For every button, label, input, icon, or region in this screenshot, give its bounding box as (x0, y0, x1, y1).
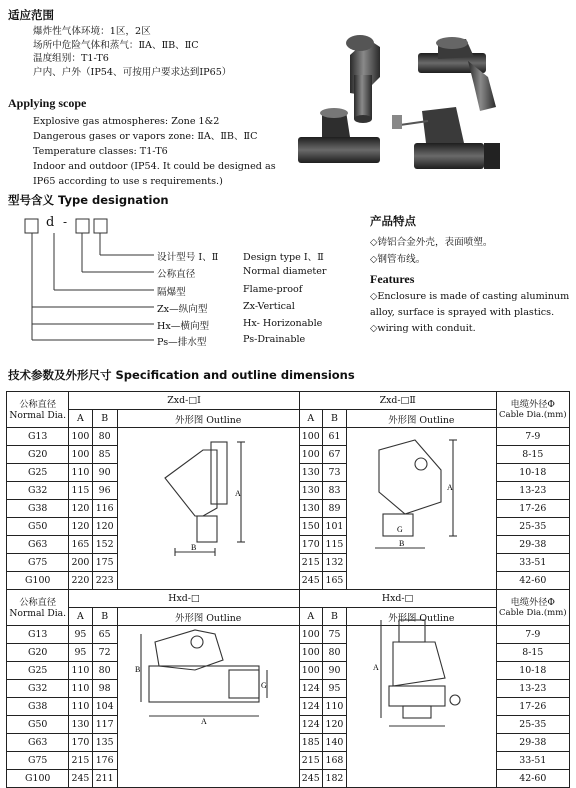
col-a-header: A (69, 410, 92, 428)
b-value-cell: 116 (92, 500, 117, 518)
a-value-cell: 120 (69, 518, 92, 536)
b-value-cell: 90 (92, 464, 117, 482)
outline-drawing-hxd1 (125, 620, 285, 730)
a-value-cell: 130 (299, 482, 322, 500)
normal-dia-cell: G25 (7, 662, 69, 680)
cable-dia-cn: 电缆外径Φ (510, 596, 555, 608)
table-row (7, 428, 570, 446)
b-value-cell: 104 (92, 698, 117, 716)
dim-b-label: B (399, 539, 405, 548)
normal-dia-cell: G13 (7, 428, 69, 446)
code-box-type (25, 219, 38, 233)
scope-line-cn: 户内、户外（IP54、可按用户要求达到IP65） (33, 66, 232, 78)
dim-a-label: A (447, 483, 453, 492)
a-value-cell: 95 (69, 644, 92, 662)
b-value-cell: 90 (322, 662, 346, 680)
b-value-cell: 80 (322, 644, 346, 662)
a-value-cell: 120 (69, 500, 92, 518)
dim-a-label: A (373, 663, 379, 672)
a-value-cell: 110 (69, 464, 92, 482)
normal-dia-cell: G20 (7, 644, 69, 662)
normal-dia-cell: G100 (7, 572, 69, 590)
scope-line-en: Explosive gas atmospheres: Zone 1&2 (33, 116, 220, 127)
b-value-cell: 115 (322, 536, 346, 554)
dim-b-label: B (135, 665, 141, 674)
feature-line-en: alloy, surface is sprayed with plastics. (370, 307, 555, 318)
product-photos (288, 15, 568, 185)
cable-dia-header (496, 590, 569, 626)
cable-dia-header (496, 392, 569, 428)
normal-dia-cell: G75 (7, 554, 69, 572)
feature-line-en: ◇wiring with conduit. (370, 323, 476, 334)
a-value-cell: 100 (69, 446, 92, 464)
b-value-cell: 80 (92, 662, 117, 680)
normal-dia-cell: G50 (7, 716, 69, 734)
scope-line-cn: 场所中危险气体和蒸气：ⅡA、ⅡB、ⅡC (33, 39, 199, 51)
feature-line-cn: ◇铸铝合金外壳，表面喷塑。 (370, 237, 493, 248)
b-value-cell: 182 (322, 770, 346, 788)
b-value-cell: 80 (92, 428, 117, 446)
b-value-cell: 165 (322, 572, 346, 590)
designation-en: Flame-proof (243, 284, 303, 295)
a-value-cell: 110 (69, 662, 92, 680)
a-value-cell: 165 (69, 536, 92, 554)
b-value-cell: 65 (92, 626, 117, 644)
b-value-cell: 85 (92, 446, 117, 464)
spec-title: 技术参数及外形尺寸 Specification and outline dimensions (8, 368, 355, 382)
product-photo-vertical (392, 107, 500, 169)
designation-en: Hx- Horizonable (243, 318, 323, 329)
outline-drawing-hxd2 (365, 608, 475, 738)
a-value-cell: 100 (69, 428, 92, 446)
cable-dia-cell: 10-18 (496, 662, 569, 680)
normal-dia-header (7, 392, 69, 428)
cable-dia-cell: 29-38 (496, 536, 569, 554)
b-value-cell: 120 (92, 518, 117, 536)
a-value-cell: 124 (299, 698, 322, 716)
a-value-cell: 130 (69, 716, 92, 734)
cable-dia-cell: 25-35 (496, 716, 569, 734)
col-b-header: B (92, 608, 117, 626)
normal-dia-cell: G63 (7, 536, 69, 554)
a-value-cell: 215 (69, 752, 92, 770)
cable-dia-cell: 13-23 (496, 482, 569, 500)
cable-dia-cn: 电缆外径Φ (510, 398, 555, 410)
designation-en: Ps-Drainable (243, 334, 306, 345)
designation-diagram (24, 212, 174, 352)
a-value-cell: 100 (299, 626, 322, 644)
cable-dia-cell: 17-26 (496, 500, 569, 518)
col-b-header: B (92, 410, 117, 428)
scope-lines-en (33, 114, 276, 189)
model-header: Zxd-□Ⅱ (299, 392, 496, 410)
type-designation-title: 型号含义 Type designation (8, 193, 169, 207)
designation-cn: 隔爆型 (157, 287, 186, 298)
a-value-cell: 110 (69, 680, 92, 698)
normal-dia-cell: G38 (7, 698, 69, 716)
dim-a-label: A (201, 717, 207, 726)
a-value-cell: 170 (299, 536, 322, 554)
b-value-cell: 95 (322, 680, 346, 698)
normal-dia-en: Normal Dia. (9, 607, 67, 619)
a-value-cell: 170 (69, 734, 92, 752)
normal-dia-cell: G25 (7, 464, 69, 482)
b-value-cell: 175 (92, 554, 117, 572)
a-value-cell: 200 (69, 554, 92, 572)
b-value-cell: 117 (92, 716, 117, 734)
code-box-diameter (76, 219, 89, 233)
scope-line-en: IP65 according to use s requirements.) (33, 176, 223, 187)
a-value-cell: 100 (299, 428, 322, 446)
normal-dia-cn: 公称直径 (19, 596, 57, 608)
dim-b-label: B (191, 543, 197, 552)
cable-dia-cell: 17-26 (496, 698, 569, 716)
features-title-cn: 产品特点 (370, 214, 416, 228)
a-value-cell: 115 (69, 482, 92, 500)
b-value-cell: 110 (322, 698, 346, 716)
normal-dia-cell: G20 (7, 446, 69, 464)
b-value-cell: 135 (92, 734, 117, 752)
normal-dia-cell: G32 (7, 482, 69, 500)
cable-dia-cell: 33-51 (496, 554, 569, 572)
outline-header: 外形图 Outline (117, 410, 299, 428)
col-a-header: A (299, 410, 322, 428)
features-title-en: Features (370, 272, 415, 286)
a-value-cell: 185 (299, 734, 322, 752)
scope-title-en: Applying scope (8, 96, 87, 110)
a-value-cell: 150 (299, 518, 322, 536)
normal-dia-header (7, 590, 69, 626)
col-b-header: B (322, 410, 346, 428)
designation-cn: 公称直径 (157, 269, 196, 280)
features-lines-cn (370, 234, 493, 268)
dim-g-label: G (261, 681, 267, 690)
spec-table-top (7, 392, 570, 590)
model-header: Zxd-□Ⅰ (69, 392, 299, 410)
designation-en: Design type Ⅰ、Ⅱ (243, 252, 324, 263)
a-value-cell: 100 (299, 662, 322, 680)
cable-dia-cell: 13-23 (496, 680, 569, 698)
a-value-cell: 245 (299, 770, 322, 788)
b-value-cell: 101 (322, 518, 346, 536)
model-header: Hxd-□ (299, 590, 496, 608)
b-value-cell: 73 (322, 464, 346, 482)
b-value-cell: 75 (322, 626, 346, 644)
scope-line-en: Dangerous gases or vapors zone: ⅡA、ⅡB、ⅡC (33, 131, 258, 142)
a-value-cell: 215 (299, 554, 322, 572)
outline-header: 外形图 Outline (347, 410, 497, 428)
a-value-cell: 245 (299, 572, 322, 590)
b-value-cell: 89 (322, 500, 346, 518)
normal-dia-cell: G63 (7, 734, 69, 752)
cable-dia-cell: 8-15 (496, 446, 569, 464)
designation-cn: Zx—纵向型 (157, 304, 208, 315)
b-value-cell: 168 (322, 752, 346, 770)
product-photo-hxd (418, 37, 496, 111)
spec-table (6, 391, 570, 788)
scope-lines-cn (33, 25, 231, 79)
cable-dia-cell: 10-18 (496, 464, 569, 482)
cable-dia-cell: 8-15 (496, 644, 569, 662)
scope-title-cn: 适应范围 (8, 8, 54, 22)
feature-line-cn: ◇钢管布线。 (370, 254, 426, 265)
code-dash: - (63, 215, 68, 229)
normal-dia-cell: G100 (7, 770, 69, 788)
table-row (7, 626, 570, 644)
b-value-cell: 120 (322, 716, 346, 734)
a-value-cell: 100 (299, 446, 322, 464)
scope-line-cn: 温度组别：T1-T6 (33, 53, 109, 64)
b-value-cell: 152 (92, 536, 117, 554)
b-value-cell: 132 (322, 554, 346, 572)
designation-en: Zx-Vertical (243, 301, 295, 312)
b-value-cell: 223 (92, 572, 117, 590)
col-b-header: B (322, 608, 346, 626)
col-a-header: A (299, 608, 322, 626)
a-value-cell: 130 (299, 500, 322, 518)
a-value-cell: 110 (69, 698, 92, 716)
model-header: Hxd-□ (69, 590, 299, 608)
scope-line-cn: 爆炸性气体环境：1区，2区 (33, 26, 151, 37)
code-letter-d: d (46, 215, 55, 230)
cable-dia-cell: 29-38 (496, 734, 569, 752)
features-lines-en (370, 289, 569, 337)
cable-dia-cell: 25-35 (496, 518, 569, 536)
scope-line-en: Temperature classes: T1-T6 (33, 146, 168, 157)
cable-dia-en: Cable Dia.(mm) (499, 409, 567, 420)
cable-dia-en: Cable Dia.(mm) (499, 607, 567, 618)
a-value-cell: 215 (299, 752, 322, 770)
b-value-cell: 96 (92, 482, 117, 500)
cable-dia-cell: 7-9 (496, 626, 569, 644)
code-box-design (94, 219, 107, 233)
b-value-cell: 211 (92, 770, 117, 788)
col-a-header: A (69, 608, 92, 626)
b-value-cell: 67 (322, 446, 346, 464)
cable-dia-cell: 7-9 (496, 428, 569, 446)
a-value-cell: 124 (299, 680, 322, 698)
designation-cn: Ps—排水型 (157, 337, 207, 348)
outline-drawing-zxd1 (155, 430, 250, 560)
outline-header: 外形图 Outline (347, 608, 497, 626)
a-value-cell: 245 (69, 770, 92, 788)
a-value-cell: 95 (69, 626, 92, 644)
a-value-cell: 100 (299, 644, 322, 662)
dim-a-label: A (235, 489, 241, 498)
feature-line-en: ◇Enclosure is made of casting aluminum (370, 291, 570, 302)
b-value-cell: 176 (92, 752, 117, 770)
normal-dia-cell: G13 (7, 626, 69, 644)
a-value-cell: 130 (299, 464, 322, 482)
spec-table-bottom (7, 590, 570, 788)
b-value-cell: 61 (322, 428, 346, 446)
dim-g-label: G (397, 525, 403, 534)
cable-dia-cell: 42-60 (496, 572, 569, 590)
normal-dia-cell: G38 (7, 500, 69, 518)
cable-dia-cell: 42-60 (496, 770, 569, 788)
normal-dia-en: Normal Dia. (9, 409, 67, 421)
scope-line-en: Indoor and outdoor (IP54. It could be designed as (33, 161, 276, 172)
outline-drawing-zxd2 (365, 430, 465, 560)
normal-dia-cn: 公称直径 (19, 398, 57, 410)
designation-en: Normal diameter (243, 266, 327, 277)
b-value-cell: 98 (92, 680, 117, 698)
designation-cn: Hx—横向型 (157, 321, 210, 332)
b-value-cell: 83 (322, 482, 346, 500)
product-photo-zxd (346, 35, 380, 123)
a-value-cell: 124 (299, 716, 322, 734)
b-value-cell: 72 (92, 644, 117, 662)
cable-dia-cell: 33-51 (496, 752, 569, 770)
normal-dia-cell: G75 (7, 752, 69, 770)
a-value-cell: 220 (69, 572, 92, 590)
b-value-cell: 140 (322, 734, 346, 752)
outline-header: 外形图 Outline (117, 608, 299, 626)
designation-cn: 设计型号 Ⅰ、Ⅱ (157, 252, 219, 263)
normal-dia-cell: G50 (7, 518, 69, 536)
normal-dia-cell: G32 (7, 680, 69, 698)
